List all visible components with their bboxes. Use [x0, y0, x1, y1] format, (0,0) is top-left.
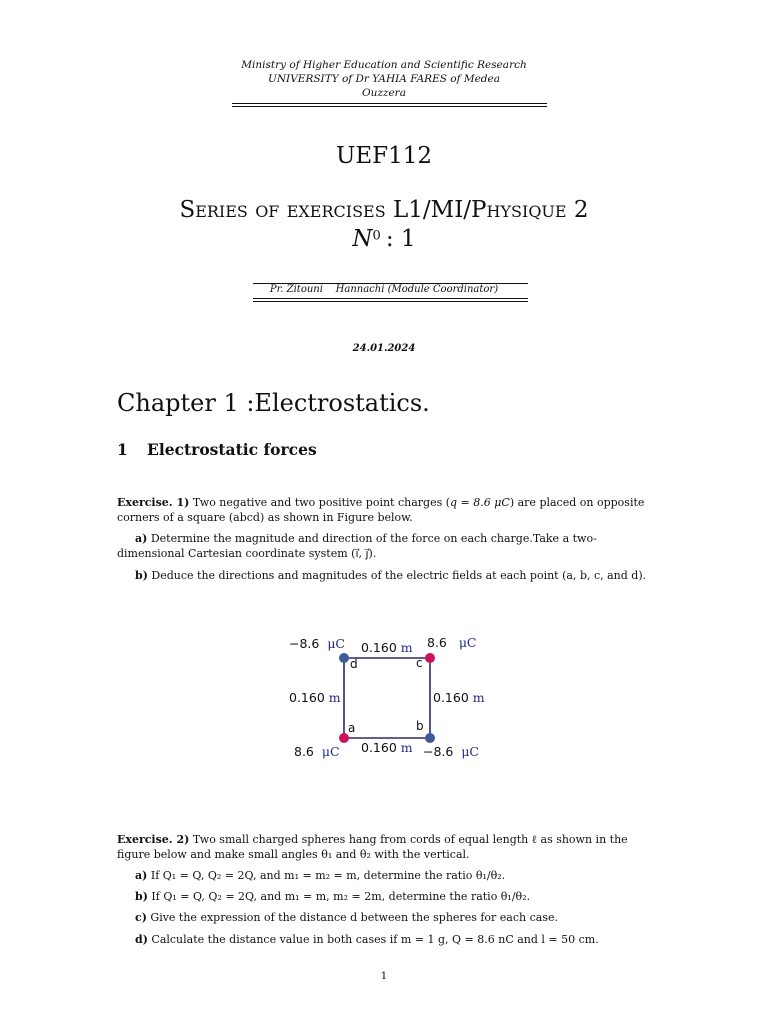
series-title [0, 197, 768, 223]
corner-letter-b: b [416, 719, 424, 733]
header-rule-top [232, 103, 547, 104]
corner-letter-d: d [350, 657, 358, 671]
charge-label-bottom-left [294, 744, 340, 759]
exercise2-intro [117, 832, 662, 862]
charge-unit-c: μC [458, 635, 477, 650]
course-code: UEF112 [335, 143, 433, 169]
item-a-label: a) [135, 532, 148, 545]
date: 24.01.2024 [352, 343, 416, 354]
chapter-heading: Chapter 1 :Electrostatics. [117, 389, 430, 417]
ex2-d-text: Calculate the distance value in both cases if m = 1 g, Q = 8.6 nC and l = 50 cm. [151, 933, 599, 946]
ex2-d-label: d) [135, 933, 148, 946]
coord-rule-bottom [253, 301, 528, 302]
side-bottom-unit: m [400, 740, 413, 755]
series-number [0, 226, 768, 252]
number-sup: 0 [372, 228, 381, 244]
exercise1-label: Exercise. 1) [117, 496, 190, 509]
charge-unit-d: μC [327, 636, 346, 651]
item-a-text: Determine the magnitude and direction of the force on each charge.Take a two-dimensional Cartesian coordinate system (i⃗, j⃗). [117, 532, 597, 560]
university-line: UNIVERSITY of Dr YAHIA FARES of Medea [268, 73, 500, 85]
ex2-a-text: If Q₁ = Q, Q₂ = 2Q, and m₁ = m₂ = m, determine the ratio θ₁/θ₂. [150, 869, 506, 882]
side-top-value: 0.160 [361, 640, 397, 655]
exercise2-item-b [135, 889, 665, 904]
charge-label-top-left [289, 636, 345, 651]
charge-label-top-right [427, 635, 477, 650]
header-rule-bottom [232, 106, 547, 107]
ex2-c-label: c) [135, 911, 147, 924]
side-length-left [289, 690, 341, 705]
charge-label-bottom-right [423, 744, 479, 759]
exercise1-intro-a: Two negative and two positive point charges ( [192, 496, 451, 509]
exercise2-item-c [135, 910, 665, 925]
exercise2-item-d [135, 932, 665, 947]
exercise1-intro-b: ) are placed on opposite corners of a square (abcd) as shown in Figure below. [117, 496, 645, 524]
side-top-unit: m [400, 640, 413, 655]
series-rest: L1/MI/ [393, 197, 472, 223]
exercise1-intro [117, 495, 662, 525]
side-left-value: 0.160 [289, 690, 325, 705]
exercise1-item-b [117, 568, 662, 583]
ex2-c-text: Give the expression of the distance d between the spheres for each case. [150, 911, 558, 924]
charge-value-d: −8.6 [289, 636, 320, 651]
exercise1-item-a [117, 531, 662, 561]
charge-square-figure [280, 628, 500, 768]
side-left-unit: m [328, 690, 341, 705]
ex2-a-label: a) [135, 869, 148, 882]
exercise2-item-a [135, 868, 665, 883]
place-line: Ouzzera [362, 87, 406, 99]
ex2-b-label: b) [135, 890, 148, 903]
exercise2-intro-text: Two small charged spheres hang from cords of equal length ℓ as shown in the figure below and make small angles θ₁ and θ₂ with the vertical. [117, 833, 628, 861]
charge-unit-b: μC [461, 744, 480, 759]
side-length-right [433, 690, 485, 705]
section-heading [117, 440, 317, 459]
coord-rule-mid [253, 298, 528, 299]
side-bottom-value: 0.160 [361, 740, 397, 755]
side-length-bottom [361, 740, 413, 755]
charge-value-b: −8.6 [423, 744, 454, 759]
series-word: Series of exercises [179, 197, 386, 223]
number-prefix: N [352, 226, 373, 252]
ministry-line: Ministry of Higher Education and Scientific Research [241, 59, 527, 71]
corner-letter-a: a [348, 721, 356, 735]
side-right-unit: m [472, 690, 485, 705]
exercise2-label: Exercise. 2) [117, 833, 190, 846]
page-number: 1 [380, 970, 388, 982]
section-number: 1 [117, 440, 128, 459]
charge-c [425, 653, 435, 663]
charge-value-c: 8.6 [427, 635, 447, 650]
coordinator-name: Pr. Zitouni [269, 284, 323, 295]
charge-d [339, 653, 349, 663]
item-b-text: Deduce the directions and magnitudes of the electric fields at each point (a, b, c, and d). [151, 569, 647, 582]
charge-unit-a: μC [321, 744, 340, 759]
series-subject: Physique 2 [471, 197, 589, 223]
coordinator-line [0, 284, 768, 295]
number-value: : 1 [385, 226, 416, 252]
ex2-b-text: If Q₁ = Q, Q₂ = 2Q, and m₁ = m, m₂ = 2m, determine the ratio θ₁/θ₂. [151, 890, 531, 903]
corner-letter-c: c [416, 656, 423, 670]
side-length-top [361, 640, 413, 655]
item-b-label: b) [135, 569, 148, 582]
side-right-value: 0.160 [433, 690, 469, 705]
charge-b [425, 733, 435, 743]
coordinator-role: Hannachi (Module Coordinator) [335, 284, 499, 295]
section-title: Electrostatic forces [147, 440, 317, 459]
exercise1-math: q = 8.6 μC [450, 496, 510, 509]
charge-value-a: 8.6 [294, 744, 314, 759]
